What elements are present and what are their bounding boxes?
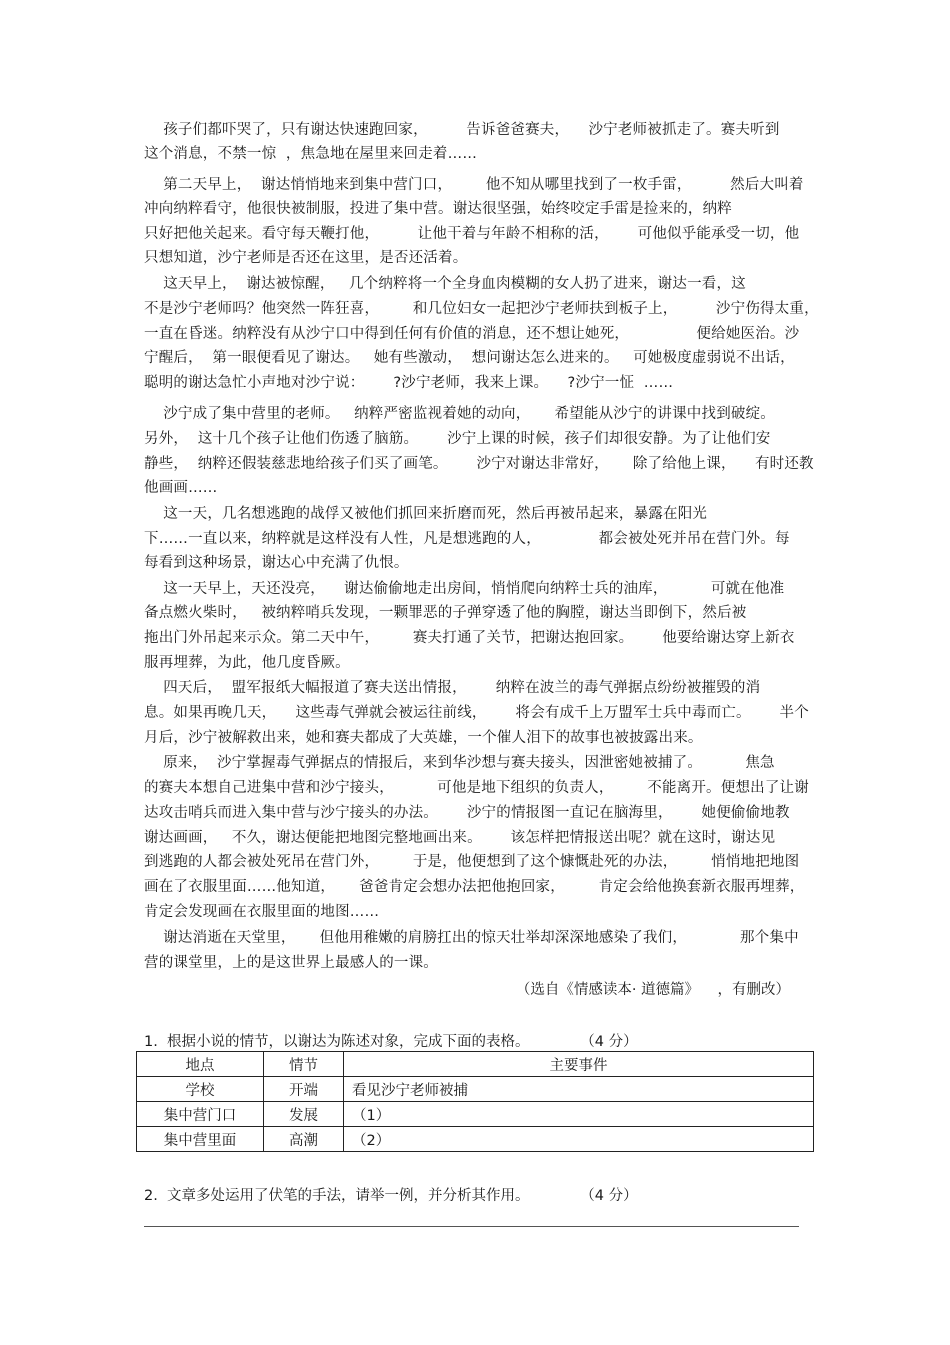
paragraph-line: 这一天，几名想逃跑的战俘又被他们抓回来折磨而死，然后再被吊起来，暴露在阳光 [144, 506, 708, 522]
answer-table [136, 1051, 814, 1152]
paragraph-line: 营的课堂里，上的是这世界上最感人的一课。 [144, 955, 438, 971]
paragraph-line: 只想知道，沙宁老师是否还在这里，是否还活着。 [144, 250, 468, 266]
question-2-prompt: 2. 文章多处运用了伏笔的手法，请举一例，并分析其作用。 （4 分） [144, 1188, 638, 1204]
cell-location: 集中营里面 [137, 1127, 264, 1152]
paragraph-line: 宁醒后， 第一眼便看见了谢达。 她有些激动， 想问谢达怎么进来的。 可她极度虚弱说不出话， [144, 350, 795, 366]
paragraph-line: 每看到这种场景，谢达心中充满了仇恨。 [144, 555, 409, 571]
paragraph-line: 原来， 沙宁掌握毒气弹据点的情报后，来到华沙想与赛夫接头，因泄密她被捕了。 焦急 [144, 755, 775, 771]
table-row [137, 1127, 814, 1152]
paragraph-line: 这个消息，不禁一惊 ，焦急地在屋里来回走着…… [144, 146, 478, 162]
paragraph-line: 到逃跑的人都会被处死吊在营门外， 于是，他便想到了这个慷慨赴死的办法， 悄悄地把地图 [144, 854, 800, 870]
table-header-row [137, 1052, 814, 1077]
table-row [137, 1077, 814, 1102]
cell-plot: 发展 [264, 1102, 344, 1127]
paragraph-line: 第二天早上， 谢达悄悄地来到集中营门口， 他不知从哪里找到了一枚手雷， 然后大叫着 [144, 177, 804, 193]
paragraph-line: 孩子们都吓哭了，只有谢达快速跑回家， 告诉爸爸赛夫， 沙宁老师被抓走了。赛夫听到 [144, 122, 780, 138]
paragraph-line: 肯定会发现画在衣服里面的地图…… [144, 904, 380, 920]
paragraph-line: 不是沙宁老师吗？他突然一阵狂喜， 和几位妇女一起把沙宁老师扶到板子上， 沙宁伤得太重， [144, 301, 819, 317]
paragraph-line: 他画画…… [144, 480, 218, 496]
paragraph-line: 月后，沙宁被解救出来，她和赛夫都成了大英雄，一个催人泪下的故事也被披露出来。 [144, 730, 703, 746]
paragraph-line: 画在了衣服里面……他知道， 爸爸肯定会想办法把他抱回家， 肯定会给他换套新衣服再埋葬， [144, 879, 805, 895]
cell-plot: 开端 [264, 1077, 344, 1102]
cell-answer-1[interactable]: （1） [344, 1102, 814, 1127]
cell-answer-2[interactable]: （2） [344, 1127, 814, 1152]
cell-location: 学校 [137, 1077, 264, 1102]
paragraph-line: 谢达画画， 不久，谢达便能把地图完整地画出来。 该怎样把情报送出呢？就在这时，谢达见 [144, 830, 776, 846]
paragraph-line: 冲向纳粹看守，他很快被制服，投进了集中营。谢达很坚强，始终咬定手雷是捡来的，纳粹 [144, 201, 732, 217]
paragraph-line: 聪明的谢达急忙小声地对沙宁说： ?沙宁老师，我来上课。 ?沙宁一怔 …… [144, 375, 674, 391]
cell-location: 集中营门口 [137, 1102, 264, 1127]
paragraph-line: 只好把他关起来。看守每天鞭打他， 让他干着与年龄不相称的活， 可他似乎能承受一切，他 [144, 226, 800, 242]
cell-event: 看见沙宁老师被捕 [344, 1077, 814, 1102]
paragraph-line: 静些， 纳粹还假装慈悲地给孩子们买了画笔。 沙宁对谢达非常好， 除了给他上课， 有时还教 [144, 456, 814, 472]
source-citation: （选自《情感读本· 道德篇》 ，有删改） [515, 982, 790, 998]
paragraph-line: 备点燃火柴时， 被纳粹哨兵发现，一颗罪恶的子弹穿透了他的胸膛，谢达当即倒下，然后被 [144, 605, 747, 621]
header-plot: 情节 [264, 1052, 344, 1077]
cell-plot: 高潮 [264, 1127, 344, 1152]
paragraph-line: 四天后， 盟军报纸大幅报道了赛夫送出情报， 纳粹在波兰的毒气弹据点纷纷被摧毁的消 [144, 680, 761, 696]
paragraph-line: 沙宁成了集中营里的老师。 纳粹严密监视着她的动向， 希望能从沙宁的讲课中找到破绽。 [144, 406, 776, 422]
paragraph-line: 达攻击哨兵而进入集中营与沙宁接头的办法。 沙宁的情报图一直记在脑海里， 她便偷偷地教 [144, 805, 790, 821]
question-1-prompt: 1. 根据小说的情节，以谢达为陈述对象，完成下面的表格。 （4 分） [144, 1034, 638, 1050]
answer-blank-line[interactable] [144, 1226, 799, 1227]
paragraph-line: 谢达消逝在天堂里， 但他用稚嫩的肩膀扛出的惊天壮举却深深地感染了我们， 那个集中 [144, 930, 799, 946]
header-location: 地点 [137, 1052, 264, 1077]
paragraph-line: 服再埋葬，为此，他几度昏厥。 [144, 655, 350, 671]
paragraph-line: 的赛夫本想自己进集中营和沙宁接头， 可他是地下组织的负责人， 不能离开。便想出了让谢 [144, 780, 809, 796]
paragraph-line: 一直在昏迷。纳粹没有从沙宁口中得到任何有价值的消息，还不想让她死， 便给她医治。沙 [144, 326, 800, 342]
paragraph-line: 这天早上， 谢达被惊醒， 几个纳粹将一个全身血肉模糊的女人扔了进来，谢达一看，这 [144, 276, 746, 292]
paragraph-line: 息。如果再晚几天， 这些毒气弹就会被运往前线， 将会有成千上万盟军士兵中毒而亡。 半个 [144, 705, 809, 721]
table-row [137, 1102, 814, 1127]
header-main-event: 主要事件 [344, 1052, 814, 1077]
paragraph-line: 另外， 这十几个孩子让他们伤透了脑筋。 沙宁上课的时候，孩子们却很安静。为了让他们安 [144, 431, 771, 447]
paragraph-line: 拖出门外吊起来示众。第二天中午， 赛夫打通了关节，把谢达抱回家。 他要给谢达穿上新衣 [144, 630, 795, 646]
paragraph-line: 这一天早上，天还没亮， 谢达偷偷地走出房间，悄悄爬向纳粹士兵的油库， 可就在他准 [144, 581, 785, 597]
paragraph-line: 下……一直以来，纳粹就是这样没有人性，凡是想逃跑的人， 都会被处死并吊在营门外。每 [144, 531, 790, 547]
